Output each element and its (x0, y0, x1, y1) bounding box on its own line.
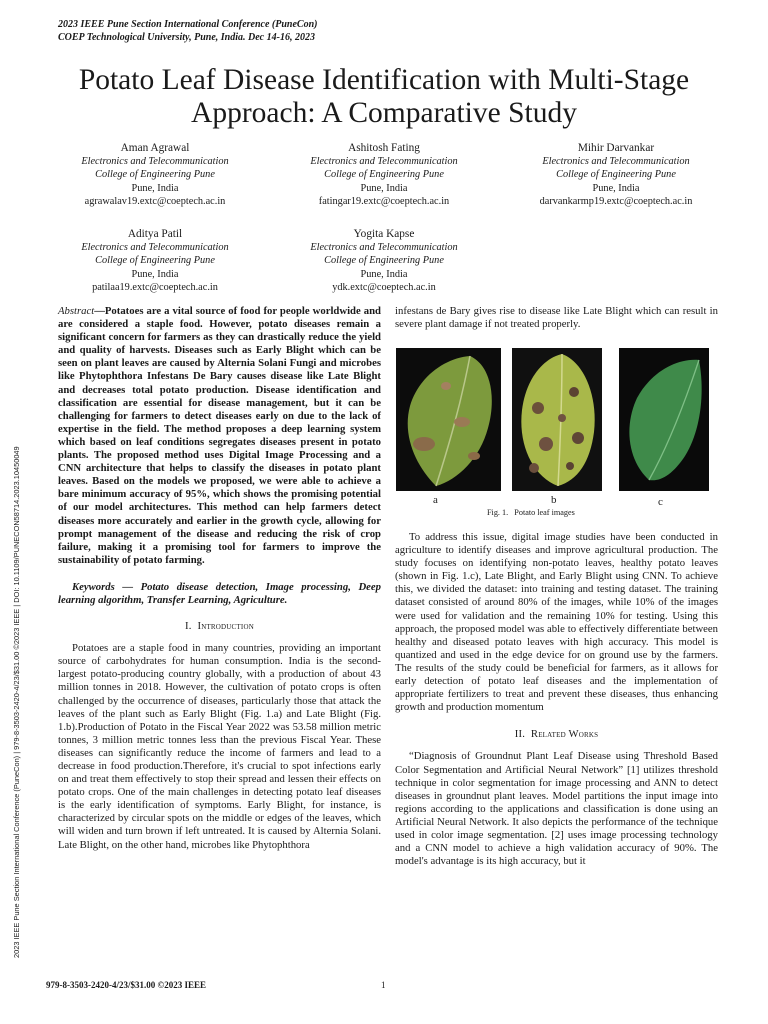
section-heading (58, 620, 381, 633)
intro-continuation: infestans de Bary gives rise to disease like Late Blight which can result in severe plant damage if not treated properly. (395, 305, 718, 331)
section-title: Related Works (530, 728, 599, 741)
author-name: Yogita Kapse (353, 228, 415, 240)
author-city: Pune, India (131, 268, 179, 280)
conference-name: 2023 IEEE Pune Section International Conference (PuneCon) (58, 19, 318, 30)
section-numeral: I. (185, 620, 192, 633)
author-email: darvankarmp19.extc@coeptech.ac.in (539, 195, 693, 207)
footer-copyright: 979-8-3503-2420-4/23/$31.00 ©2023 IEEE (46, 980, 206, 990)
author-dept: Electronics and Telecommunication (81, 156, 229, 168)
author-city: Pune, India (592, 182, 640, 194)
right-paragraph: To address this issue, digital image studies have been conducted in agriculture to identify diseases and improve agricultural production. The study focuses on identifying non-potato leaves, healthy potato leaves (shown in Fig. 1.c), Late Blight, and Early Blight using CNN. To achieve this, we divided the dataset: into training and testing dataset. The training dataset consisted of around 80% of the images, while 10% of the images were used for validation and the remaining 10% for testing. Using this approach, the proposed model was able to effectively differentiate between healthy and diseased potato leaves with high accuracy. This model is quantized and used in the edge device for on ground use by the farmers. The results of the study could be beneficial for farmers, as it allows for early detection of potato leaf diseases and the implementation of appropriate fertilizers to treat and prevent these diseases, thus enhancing growth and production momentum (395, 531, 718, 714)
title-line-2: Approach: A Comparative Study (191, 97, 577, 129)
figure-caption: Fig. 1. Potato leaf images (487, 508, 575, 517)
author-dept: Electronics and Telecommunication (81, 242, 229, 254)
right-column-bottom (395, 531, 718, 868)
abstract-dash: — (94, 305, 105, 317)
section-heading (395, 728, 718, 741)
author-email: fatingar19.extc@coeptech.ac.in (318, 195, 450, 207)
keywords: Keywords — Potato disease detection, Image processing, Deep learning algorithm, Transfer Learning, Agriculture. (58, 580, 381, 606)
author-dept: Electronics and Telecommunication (542, 156, 690, 168)
author-college: College of Engineering Pune (95, 255, 215, 267)
author-dept: Electronics and Telecommunication (310, 242, 458, 254)
author-name: Aditya Patil (127, 228, 183, 240)
author-block (269, 142, 499, 208)
author-email: patilaa19.extc@coeptech.ac.in (92, 281, 218, 293)
author-block (40, 228, 270, 294)
abstract-label: Abstract (58, 305, 95, 317)
related-works-text: “Diagnosis of Groundnut Plant Leaf Disease using Threshold Based Color Segmentation and Artificial Neural Network” [1] utilizes threshold technique in color segmentation for image processing and ANN to detect diseases in groundnut plant leaves. Model partitions the input image into regions according to the applications and classification is done using an Artificial Neural Network. It also depicts the performance of the technique used in color image segmentation. [2] uses image processing technology and a CNN model to achieve a high validation accuracy of 90%. The model's advantage is its high accuracy, but it (395, 750, 718, 868)
section-title: Introduction (197, 620, 254, 633)
paper-title (0, 64, 768, 130)
author-college: College of Engineering Pune (324, 169, 444, 181)
author-block (40, 142, 270, 208)
page-number: 1 (381, 980, 386, 990)
author-city: Pune, India (131, 182, 179, 194)
doi-sidebar: 2023 IEEE Pune Section International Conference (PuneCon) | 979-8-3503-2420-4/23/$31.00 ©2023 IEEE | DOI: 10.1109/PUNECON58714.2023.10450049 (12, 446, 21, 958)
abstract-text: Potatoes are a vital source of food for people worldwide and are considered a staple food. However, potato diseases remain a significant concern for farmers as they can drastically reduce the yield and quality of harvests. Diseases such as Early Blight which can be seen on plant leaves are caused by Alternia Solani Fungi and microbes like Phytophthora Infestans De Bary causes disease like Late Blight and decreases total potato production. Disease identification and classification are essential for disease management, but it can be challenging for farmers to detect diseases early on due to the lack of expertise in the field. The method proposes a deep learning system which based on leaf conditions segregates diseases present in potato plants. The proposed method uses Digital Image Processing and a CNN architecture that helps to classify the diseases in potato plant leaves. Based on the models we proposed, we were able to achieve a bare minimum accuracy of 95%, which shows the promising potential of our model architectures. This method can help farmers detect diseases more accurately and earlier in the growth cycle, allowing for prompt management of the disease and reducing the risk of crop failure, making it a promising tool for farmers to improve the sustainability of potato farming. (58, 305, 381, 566)
leaf-image-b (512, 348, 602, 491)
author-block (269, 228, 499, 294)
author-dept: Electronics and Telecommunication (310, 156, 458, 168)
conference-venue: COEP Technological University, Pune, India. Dec 14-16, 2023 (58, 31, 315, 43)
section-numeral: II. (514, 728, 526, 741)
introduction-text: Potatoes are a staple food in many countries, providing an important source of carbohydrates for human consumption. India is the second-largest potato-producing country globally, with a production of about 43 million tonnes in 2018. However, the cultivation of potato crops is often challenged by the occurrence of diseases, particularly those that attack the leaves of the plant such as Early Blight (Fig. 1.a) and Late Blight (Fig. 1.b).Production of Potato in the Fiscal Year 2022 was 53.58 million metric tonnes, 3 million metric tonnes less than the previous Fiscal Year. These diseases can significantly reduce the income of farmers and lead to a decrease in food production.Therefore, it's crucial to spot infections early on and treat them effectively to stop their spread and lessen their effects on potato crops. One of the main challenges in detecting potato leaf diseases is the early identification of symptoms. Early Blight, for instance, is characterized by circular spots on the middle or edges of the leaves, which will widen and turn brown if left untreated. It is caused by Alternia Solani. Late Blight, on the other hand, microbes like Phytophthora (58, 642, 381, 851)
left-column (58, 305, 381, 852)
author-email: agrawalav19.extc@coeptech.ac.in (84, 195, 226, 207)
right-column-top (395, 305, 718, 331)
author-college: College of Engineering Pune (324, 255, 444, 267)
figure-label-b: b (551, 494, 557, 506)
author-college: College of Engineering Pune (95, 169, 215, 181)
author-name: Aman Agrawal (120, 142, 190, 154)
author-city: Pune, India (360, 268, 408, 280)
abstract (58, 305, 381, 567)
title-line-1: Potato Leaf Disease Identification with Multi-Stage (78, 64, 690, 96)
author-college: College of Engineering Pune (556, 169, 676, 181)
leaf-image-c (619, 348, 709, 491)
author-email: ydk.extc@coeptech.ac.in (332, 281, 436, 293)
author-city: Pune, India (360, 182, 408, 194)
author-name: Ashitosh Fating (348, 142, 420, 154)
leaf-image-a (396, 348, 501, 491)
author-name: Mihir Darvankar (577, 142, 655, 154)
conference-header (58, 19, 317, 44)
author-block (501, 142, 731, 208)
figure-label-a: a (433, 494, 438, 506)
figure-label-c: c (658, 496, 663, 508)
